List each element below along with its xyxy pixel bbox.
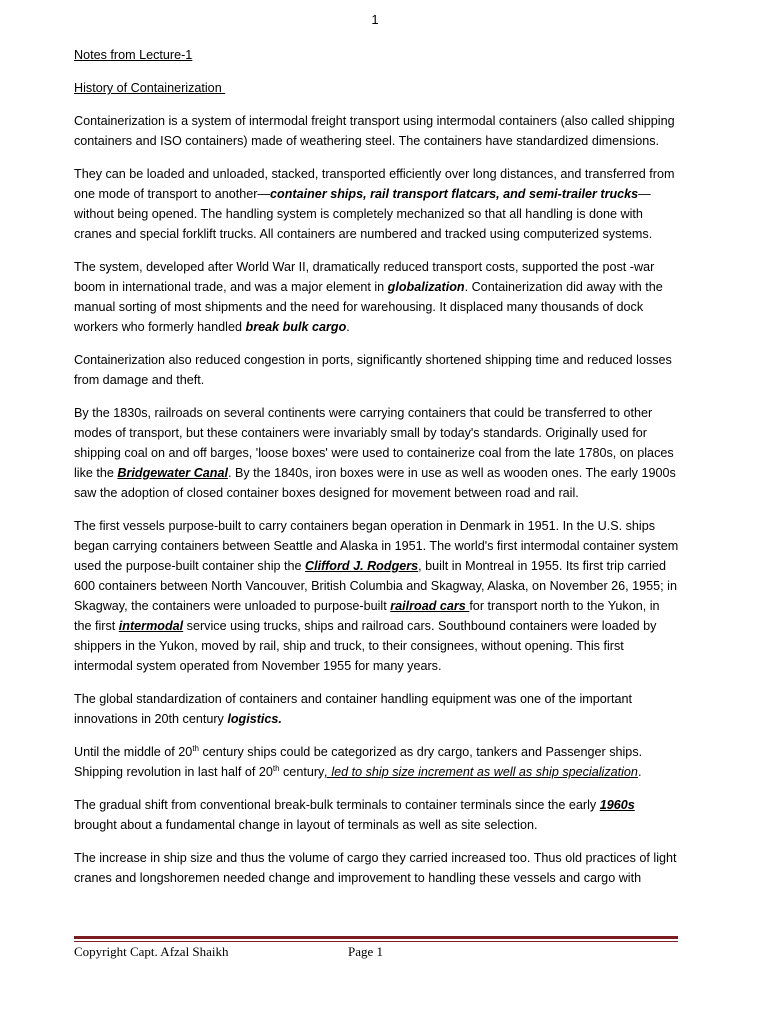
paragraph-8: Until the middle of 20th century ships could be categorized as dry cargo, tankers and Passenger ships. Shipping revolution in last half of 20th century, led to ship size increment as well as ship specialization.: [74, 743, 643, 779]
section-heading: History of Containerization: [74, 81, 226, 95]
paragraph-6: The first vessels purpose-built to carry containers began operation in Denmark in 1951. In the U.S. ships began carrying containers between Seattle and Alaska in 1951. The world's first intermodal container system used the purpose-built container ship the Clifford J. Rodgers, built in Montreal in 1955. Its first trip carried 600 containers between North Vancouver, British Columbia and Skagway, Alaska, on November 26, 1955; in Skagway, the containers were unloaded to purpose-built railroad cars for transport north to the Yukon, in the first intermodal service using trucks, ships and railroad cars. Southbound containers were loaded by shippers in the Yukon, moved by rail, ship and truck, to their consignees, without opening. This first intermodal system operated from November 1955 for many years.: [74, 519, 679, 673]
paragraph-2: They can be loaded and unloaded, stacked, transported efficiently over long distances, and transferred from one mode of transport to another—container ships, rail transport flatcars, and semi-trailer trucks— without being opened. The handling system is completely mechanized so that all handling is done with cranes and special forklift trucks. All containers are numbered and tracked using computerized systems.: [74, 167, 675, 241]
paragraph-3: The system, developed after World War II, dramatically reduced transport costs, supported the post -war boom in international trade, and was a major element in globalization. Containerization did away with the manual sorting of most shipments and the need for warehousing. It displaced many thousands of dock workers who formerly handled break bulk cargo.: [74, 260, 663, 334]
paragraph-5: By the 1830s, railroads on several continents were carrying containers that could be transferred to other modes of transport, but these containers were invariably small by today's standards. Originally used for shipping coal on and off barges, 'loose boxes' were used to containerize coal from the late 1780s, on places like the Bridgewater Canal. By the 1840s, iron boxes were in use as well as wooden ones. The early 1900s saw the adoption of closed container boxes designed for movement between road and rail.: [74, 406, 676, 500]
link-clifford-j-rodgers[interactable]: Clifford J. Rodgers: [305, 559, 419, 573]
paragraph-1: Containerization is a system of intermodal freight transport using intermodal containers (also called shipping containers and ISO containers) made of weathering steel. The containers have standardized dimensions.: [74, 114, 675, 148]
footer-page-label: Page 1: [348, 944, 384, 959]
link-1960s[interactable]: 1960s: [599, 798, 635, 812]
footer-copyright: Copyright Capt. Afzal Shaikh: [74, 944, 229, 959]
emphasis-globalization: globalization: [387, 280, 465, 294]
emphasis-logistics: logistics.: [227, 712, 282, 726]
emphasis-ship-specialization: , led to ship size increment as well as ship specialization: [324, 765, 638, 779]
link-bridgewater-canal[interactable]: Bridgewater Canal: [117, 466, 228, 480]
link-intermodal[interactable]: intermodal: [118, 619, 184, 633]
paragraph-4: Containerization also reduced congestion in ports, significantly shortened shipping time and reduced losses from damage and theft.: [74, 353, 672, 387]
page-number: 1: [371, 12, 379, 27]
paragraph-9: The gradual shift from conventional break-bulk terminals to container terminals since the early 1960s brought about a fundamental change in layout of terminals as well as site selection.: [74, 798, 635, 832]
emphasis-transport-modes: container ships, rail transport flatcars, and semi-trailer trucks: [270, 187, 639, 201]
paragraph-10: The increase in ship size and thus the volume of cargo they carried increased too. Thus old practices of light cranes and longshoremen needed change and improvement to handling these vessels and cargo with: [74, 851, 677, 885]
emphasis-break-bulk-cargo: break bulk cargo: [245, 320, 347, 334]
lecture-heading: Notes from Lecture-1: [74, 48, 193, 62]
footer-divider: [74, 936, 678, 942]
document-body: [74, 45, 680, 901]
link-railroad-cars[interactable]: railroad cars: [390, 599, 470, 613]
paragraph-7: The global standardization of containers and container handling equipment was one of the important innovations in 20th century logistics.: [74, 692, 632, 726]
